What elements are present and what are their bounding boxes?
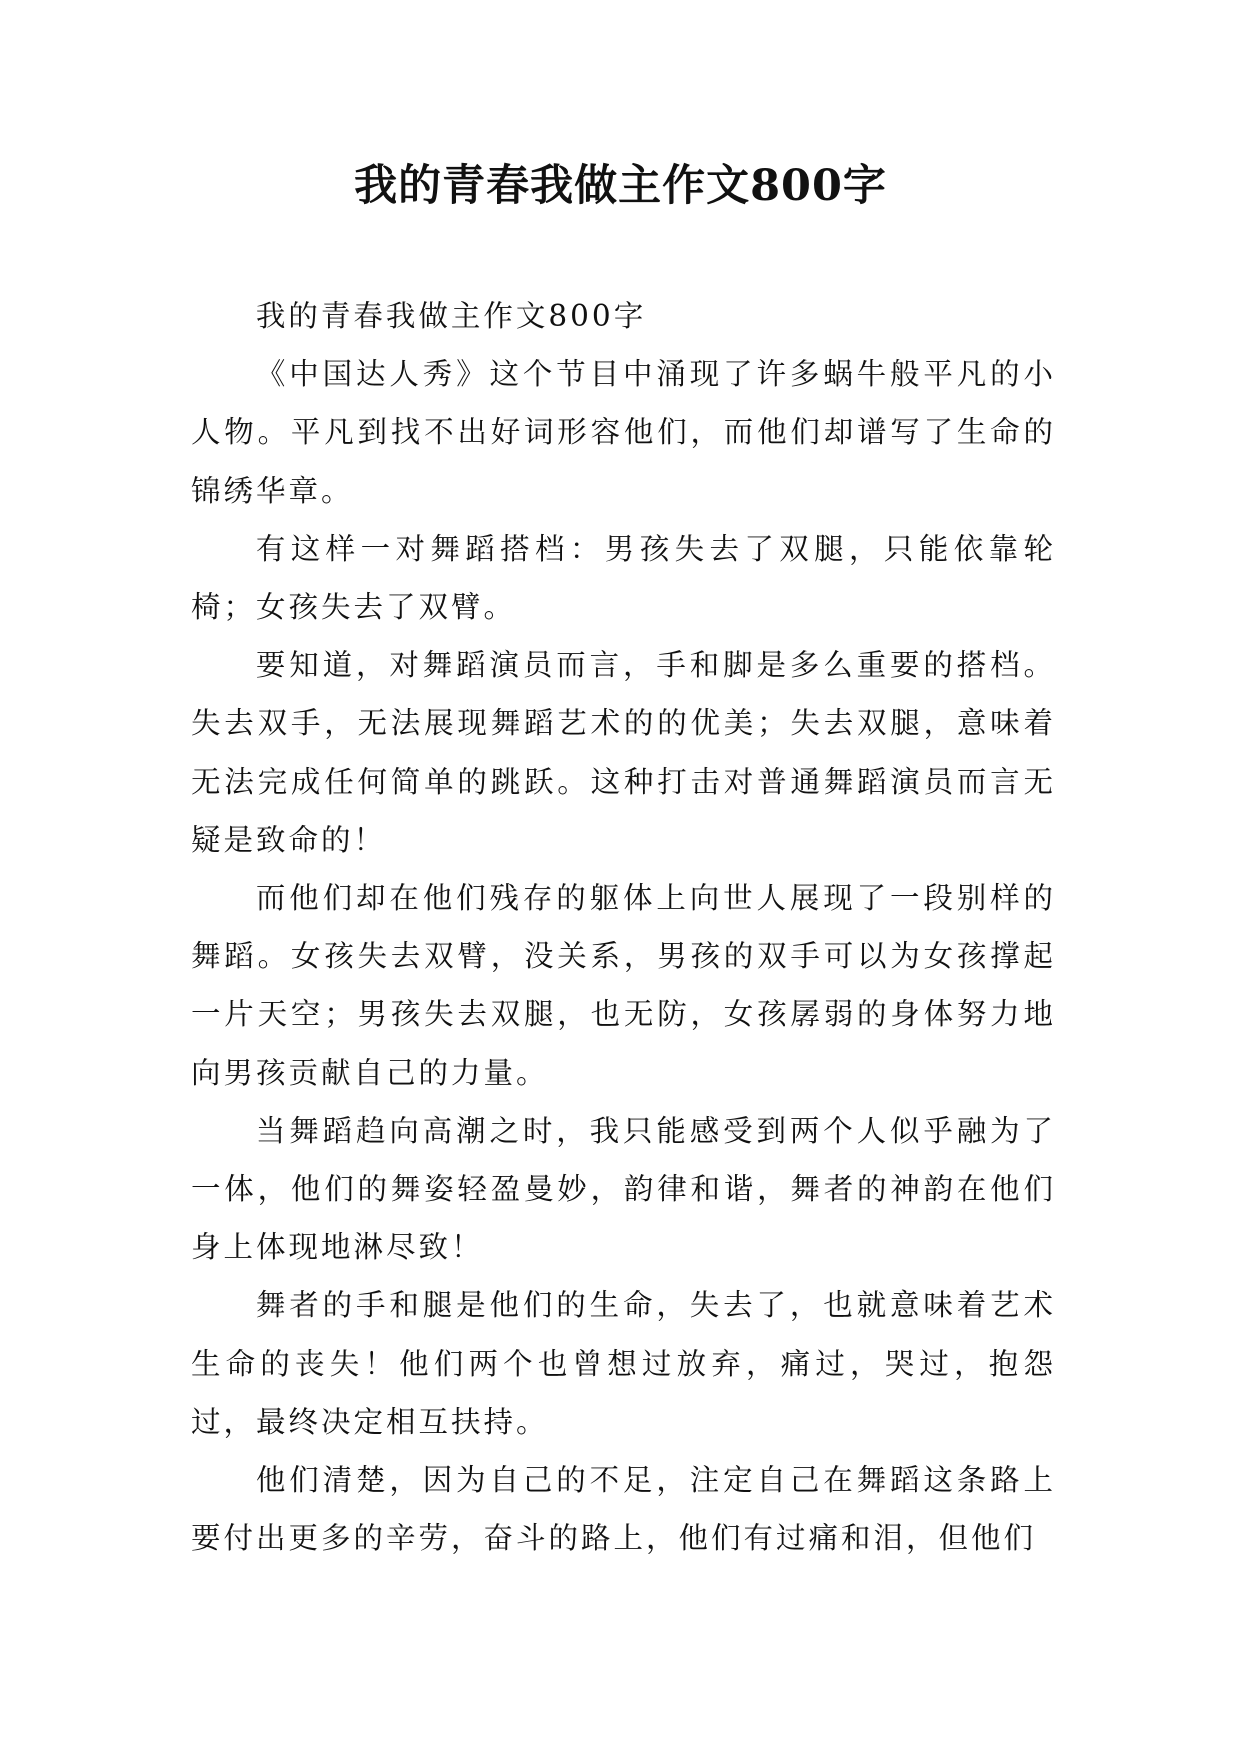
paragraph: 舞者的手和腿是他们的生命，失去了，也就意味着艺术生命的丧失！他们两个也曾想过放弃，痛过，哭过，抱怨过，最终决定相互扶持。 <box>191 1288 1056 1439</box>
paragraph: 他们清楚，因为自己的不足，注定自己在舞蹈这条路上要付出更多的辛劳，奋斗的路上，他们有过痛和泪，但他们 <box>191 1463 1056 1556</box>
paragraph: 当舞蹈趋向高潮之时，我只能感受到两个人似乎融为了一体，他们的舞姿轻盈曼妙，韵律和谐，舞者的神韵在他们身上体现地淋尽致！ <box>191 1113 1056 1265</box>
document-body <box>191 287 1056 1567</box>
paragraph: 而他们却在他们残存的躯体上向世人展现了一段别样的舞蹈。女孩失去双臂，没关系，男孩的双手可以为女孩撑起一片天空；男孩失去双腿，也无防，女孩孱弱的身体努力地向男孩贡献自己的力量。 <box>191 881 1056 1090</box>
paragraph-subtitle: 我的青春我做主作文800字 <box>255 299 647 333</box>
paragraph: 《中国达人秀》这个节目中涌现了许多蜗牛般平凡的小人物。平凡到找不出好词形容他们，而他们却谱写了生命的锦绣华章。 <box>191 357 1056 508</box>
paragraph: 要知道，对舞蹈演员而言，手和脚是多么重要的搭档。失去双手，无法展现舞蹈艺术的的优美；失去双腿，意味着无法完成任何简单的跳跃。这种打击对普通舞蹈演员而言无疑是致命的！ <box>191 648 1056 857</box>
document-title: 我的青春我做主作文800字 <box>354 161 887 211</box>
paragraph: 有这样一对舞蹈搭档：男孩失去了双腿，只能依靠轮椅；女孩失去了双臂。 <box>191 531 1056 625</box>
